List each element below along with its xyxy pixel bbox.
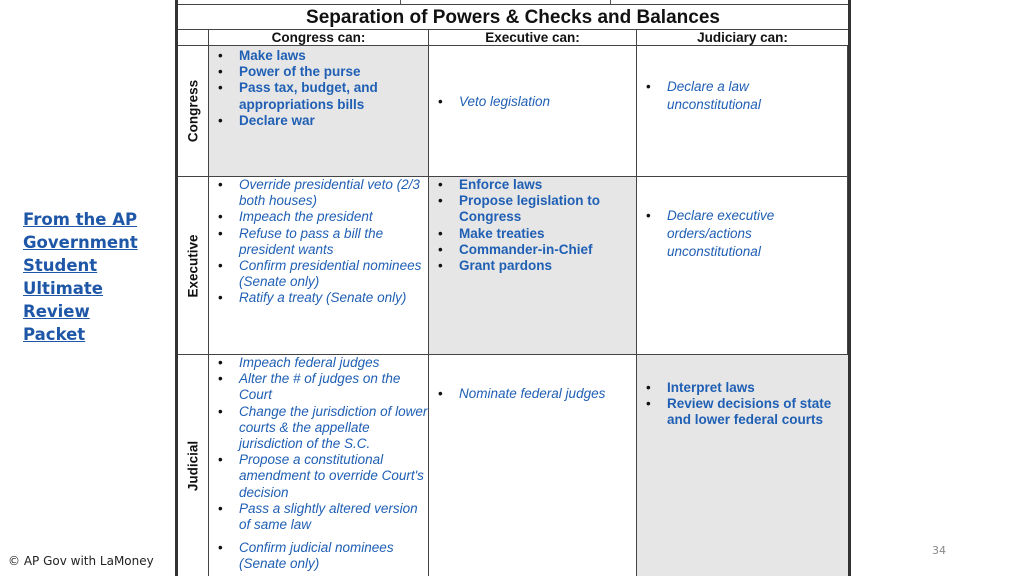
list-item: • Impeach federal judges <box>209 355 428 371</box>
list-item: • Alter the # of judges on the Court <box>209 371 428 403</box>
list-item: • Interpret laws <box>637 380 848 396</box>
list-item: • Veto legislation <box>429 94 636 110</box>
row-label-judicial <box>178 355 209 576</box>
source-link-line[interactable]: Government <box>23 233 138 252</box>
cell-congress-congress <box>209 46 429 177</box>
cell-judicial-congress <box>209 355 429 576</box>
document-title: Separation of Powers & Checks and Balances <box>178 4 848 30</box>
list-item: • Nominate federal judges <box>429 386 636 402</box>
list-item: • Confirm judicial nominees (Senate only) <box>209 540 428 572</box>
source-link-line[interactable]: Review <box>23 302 90 321</box>
list-item: • Refuse to pass a bill the president wants <box>209 226 428 258</box>
row-label-congress <box>178 46 209 177</box>
copyright-notice: © AP Gov with LaMoney <box>8 554 154 568</box>
list-item: • Confirm presidential nominees (Senate only) <box>209 258 428 290</box>
source-link-line[interactable]: Packet <box>23 325 86 344</box>
cell-congress-executive <box>429 46 637 177</box>
source-link[interactable] <box>23 208 163 346</box>
list-item: • Enforce laws <box>429 177 636 193</box>
cell-executive-congress <box>209 177 429 355</box>
column-header-congress: Congress can: <box>209 30 429 46</box>
list-item: • Power of the purse <box>209 64 428 80</box>
cell-executive-executive <box>429 177 637 355</box>
column-header-executive: Executive can: <box>429 30 637 46</box>
list-item: • Declare war <box>209 113 428 129</box>
list-item: • Propose legislation to Congress <box>429 193 636 225</box>
list-item: • Declare executive orders/actions unconstitutional <box>637 207 803 261</box>
list-item: • Ratify a treaty (Senate only) <box>209 290 428 306</box>
list-item: • Declare a law unconstitutional <box>637 78 797 114</box>
list-item: • Impeach the president <box>209 209 428 225</box>
document-border-right <box>848 0 851 576</box>
source-link-line[interactable]: Ultimate <box>23 279 104 298</box>
list-item: • Commander-in-Chief <box>429 242 636 258</box>
row-label-text: Executive <box>185 233 201 298</box>
row-label-executive <box>178 177 209 355</box>
list-item: • Review decisions of state and lower federal courts <box>637 396 848 428</box>
row-label-text: Congress <box>185 79 201 143</box>
list-item: • Override presidential veto (2/3 both houses) <box>209 177 428 209</box>
header-corner-cell <box>178 30 209 46</box>
list-item: • Make laws <box>209 48 428 64</box>
source-link-line[interactable]: From the AP <box>23 210 138 229</box>
column-header-judiciary: Judiciary can: <box>637 30 848 46</box>
list-item: • Propose a constitutional amendment to override Court's decision <box>209 452 428 501</box>
row-label-text: Judicial <box>185 440 201 491</box>
source-link-line[interactable]: Student <box>23 256 98 275</box>
list-item: • Grant pardons <box>429 258 636 274</box>
list-item: • Pass tax, budget, and appropriations bills <box>209 80 428 112</box>
slide-number: 34 <box>932 544 946 557</box>
list-item: • Make treaties <box>429 226 636 242</box>
cell-judicial-executive <box>429 355 637 576</box>
cell-judicial-judiciary <box>637 355 848 576</box>
list-item: • Change the jurisdiction of lower courts & the appellate jurisdiction of the S.C. <box>209 404 428 453</box>
cell-congress-judiciary <box>637 46 848 177</box>
list-item: • Pass a slightly altered version of same law <box>209 501 428 533</box>
cell-executive-judiciary <box>637 177 848 355</box>
